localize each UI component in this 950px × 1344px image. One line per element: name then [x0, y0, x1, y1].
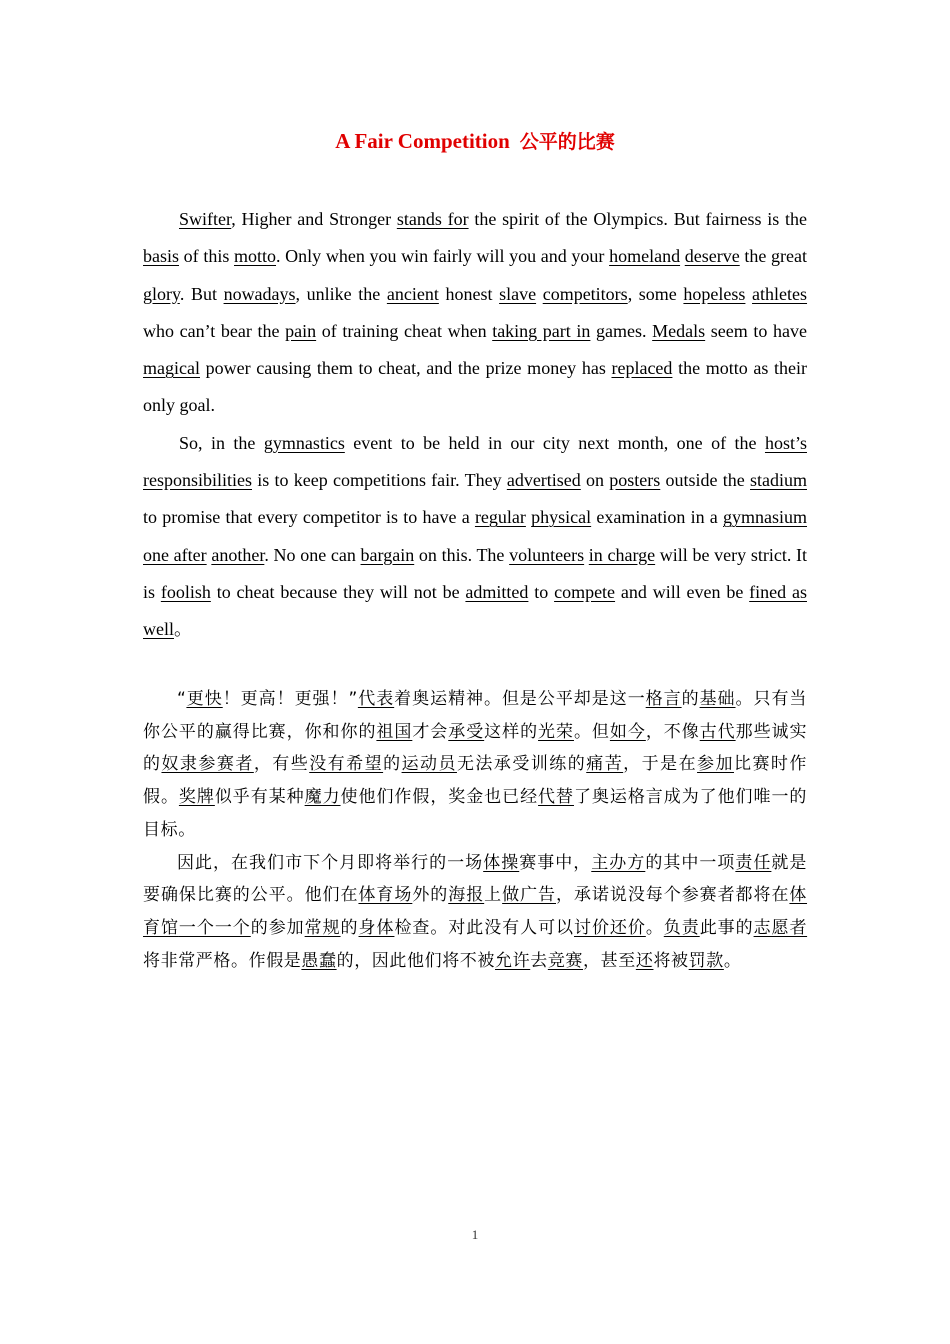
vocabulary-term: stands for — [396, 209, 469, 229]
vocabulary-term: volunteers — [509, 544, 585, 565]
vocabulary-term: 承受 — [448, 721, 485, 742]
vocabulary-term: 讨价还价 — [573, 917, 646, 938]
vocabulary-term: hopeless — [683, 283, 746, 304]
vocabulary-term: 常规 — [304, 917, 341, 938]
vocabulary-term: 做广告 — [502, 885, 557, 906]
vocabulary-term: 身体 — [358, 917, 395, 938]
vocabulary-term: deserve — [684, 246, 740, 267]
vocabulary-term: 如今 — [609, 721, 646, 742]
vocabulary-term: one after — [143, 544, 207, 565]
vocabulary-term: 体操 — [483, 852, 520, 873]
title-chinese: 公平的比赛 — [519, 131, 615, 153]
vocabulary-term: 更快 — [186, 689, 223, 709]
vocabulary-term: 光荣 — [538, 721, 574, 742]
vocabulary-term: athletes — [752, 283, 808, 304]
vocabulary-term: nowadays — [223, 283, 296, 304]
vocabulary-term: 奖牌 — [178, 787, 215, 808]
vocabulary-term: bargain — [360, 544, 415, 565]
vocabulary-term: 参加 — [697, 754, 734, 775]
vocabulary-term: gymnastics — [263, 432, 345, 453]
vocabulary-term: 格言 — [645, 689, 682, 709]
chinese-translation — [143, 683, 807, 977]
vocabulary-term: 没有希望 — [309, 754, 384, 775]
vocabulary-term: 责任 — [735, 852, 772, 873]
page-title — [143, 127, 807, 154]
vocabulary-term: fined as well — [143, 581, 807, 640]
vocabulary-term: 痛苦 — [586, 754, 624, 775]
vocabulary-term: 奴隶参赛者 — [161, 754, 254, 775]
vocabulary-term: pain — [285, 320, 317, 341]
vocabulary-term: 还 — [635, 950, 654, 971]
vocabulary-term: 竞赛 — [547, 950, 584, 971]
vocabulary-term: basis — [143, 246, 179, 267]
vocabulary-term: advertised — [506, 470, 581, 491]
vocabulary-term: gymnasium — [723, 507, 808, 528]
vocabulary-term: Swifter — [179, 209, 232, 229]
vocabulary-term: 代表 — [357, 689, 395, 709]
vocabulary-term: 志愿者 — [753, 917, 808, 938]
vocabulary-term: regular — [474, 507, 526, 528]
vocabulary-term: posters — [609, 470, 661, 491]
vocabulary-term: taking part in — [492, 320, 591, 341]
vocabulary-term: motto — [234, 246, 277, 267]
vocabulary-term: replaced — [611, 358, 673, 379]
vocabulary-term: 允许 — [495, 950, 531, 971]
vocabulary-term: 愚蠢 — [301, 950, 337, 971]
vocabulary-term: compete — [554, 581, 616, 602]
vocabulary-term: 古代 — [699, 721, 736, 742]
vocabulary-term: competitors — [542, 283, 628, 304]
vocabulary-term: admitted — [465, 581, 529, 602]
english-paragraph-2: So, in the gymnastics event to be held in our city next month, one of the host’s responsibilities is to keep competitions fair. They advertised on posters outside the stadium to promise that every competitor is to have a regular physical examination in a gymnasium one after another. No one can bargain on this. The volunteers in charge will be very strict. It is foolish to cheat because they will not be admitted to compete and will even be fined as well。 — [143, 432, 808, 640]
title-english: A Fair Competition — [335, 129, 510, 153]
vocabulary-term: physical — [531, 507, 592, 528]
english-passage — [143, 201, 807, 649]
vocabulary-term: 负责 — [663, 917, 700, 938]
vocabulary-term: host’s — [764, 432, 807, 453]
vocabulary-term: 体育馆 — [143, 885, 808, 938]
vocabulary-term: stadium — [750, 470, 807, 491]
vocabulary-term: 海报 — [448, 885, 485, 906]
vocabulary-term: 罚款 — [688, 950, 724, 971]
vocabulary-term: another — [211, 544, 265, 565]
vocabulary-term: 一个一个 — [178, 917, 251, 938]
vocabulary-term: 代替 — [538, 787, 574, 808]
vocabulary-term: glory — [143, 283, 180, 304]
vocabulary-term: 运动员 — [401, 754, 457, 775]
vocabulary-term: ancient — [386, 283, 439, 304]
vocabulary-term: responsibilities — [143, 470, 252, 491]
vocabulary-term: magical — [143, 358, 200, 379]
english-paragraph-1: Swifter, Higher and Stronger stands for the spirit of the Olympics. But fairness is the basis of this motto. Only when you win fairly will you and your homeland deserve the great glory. But nowadays, unlike the ancient honest slave competitors, some hopeless athletes who can’t bear the pain of training cheat when taking part in games. Medals seem to have magical power causing them to cheat, and the prize money has replaced the motto as their only goal. — [143, 209, 808, 416]
vocabulary-term: homeland — [609, 246, 681, 267]
vocabulary-term: in charge — [588, 544, 656, 565]
page-number: 1 — [471, 1227, 479, 1242]
vocabulary-term: foolish — [160, 581, 211, 602]
vocabulary-term: 祖国 — [376, 721, 413, 742]
vocabulary-term: 体育场 — [358, 885, 413, 906]
vocabulary-term: 主办方 — [591, 852, 646, 873]
vocabulary-term: slave — [499, 283, 537, 304]
chinese-paragraph-1: “更快！更高！更强！”代表着奥运精神。但是公平却是这一格言的基础。只有当你公平的赢得比赛，你和你的祖国才会承受这样的光荣。但如今，不像古代那些诚实的奴隶参赛者，有些没有希望的运动员无法承受训练的痛苦，于是在参加比赛时作假。奖牌似乎有某种魔力使他们作假，奖金也已经代替了奥运格言成为了他们唯一的目标。 — [143, 689, 808, 840]
vocabulary-term: 魔力 — [304, 787, 341, 808]
chinese-paragraph-2: 因此，在我们市下个月即将举行的一场体操赛事中，主办方的其中一项责任就是要确保比赛的公平。他们在体育场外的海报上做广告，承诺说没每个参赛者都将在体育馆一个一个的参加常规的身体检查。对此没有人可以讨价还价。负责此事的志愿者将非常严格。作假是愚蠢的，因此他们将不被允许去竞赛，甚至还将被罚款。 — [143, 852, 808, 971]
vocabulary-term: Medals — [652, 320, 706, 341]
vocabulary-term: 基础 — [699, 689, 736, 709]
